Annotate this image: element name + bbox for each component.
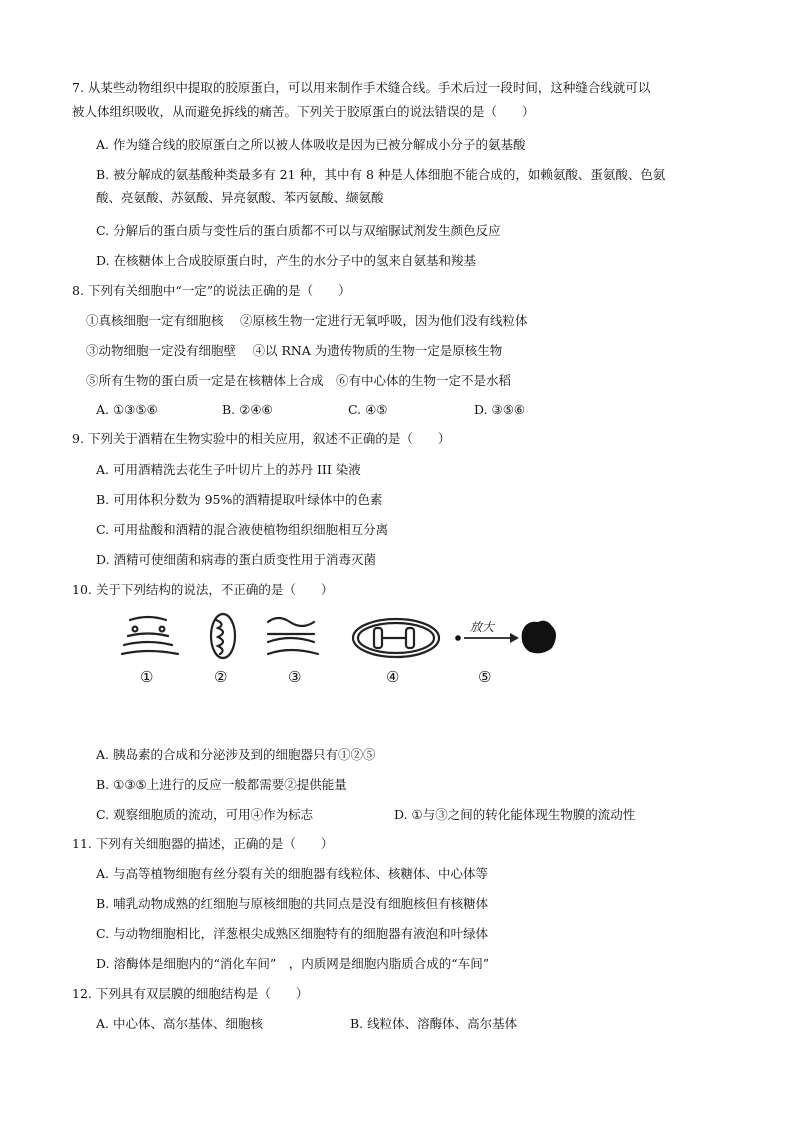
q11-stem: 11. 下列有关细胞器的描述，正确的是（ ）: [72, 836, 334, 851]
q10-option-c: C. 观察细胞质的流动，可用④作为标志: [96, 807, 314, 822]
q9-option-a: A. 可用酒精洗去花生子叶切片上的苏丹 III 染液: [96, 462, 361, 477]
fig-label-5: ⑤: [478, 668, 492, 686]
golgi-apparatus-drawing: [122, 617, 178, 654]
q10-stem: 10. 关于下列结构的说法，不正确的是（ ）: [72, 582, 334, 597]
q7-option-a: A. 作为缝合线的胶原蛋白之所以被人体吸收是因为已被分解成小分子的氨基酸: [96, 137, 526, 152]
q9-option-c: C. 可用盐酸和酒精的混合液使植物组织细胞相互分离: [96, 522, 389, 537]
zoom-label: 放大: [470, 620, 495, 634]
q7-option-b-line2: 酸、亮氨酸、苏氨酸、异亮氨酸、苯丙氨酸、缬氨酸: [96, 190, 384, 205]
q10-option-a: A. 胰岛素的合成和分泌涉及到的细胞器只有①②⑤: [96, 747, 376, 762]
q9-stem: 9. 下列关于酒精在生物实验中的相关应用，叙述不正确的是（ ）: [72, 431, 451, 446]
chloroplast-drawing: [353, 619, 439, 657]
q8-statement-1: ①真核细胞一定有细胞核 ②原核生物一定进行无氧呼吸，因为他们没有线粒体: [86, 313, 528, 328]
q7-option-c: C. 分解后的蛋白质与变性后的蛋白质都不可以与双缩脲试剂发生颜色反应: [96, 223, 501, 238]
q11-option-d: D. 溶酶体是细胞内的“消化车间” ，内质网是细胞内脂质合成的“车间”: [96, 956, 490, 971]
fig-label-1: ①: [140, 668, 154, 686]
q8-option-a: A. ①③⑤⑥: [96, 402, 158, 417]
q12-stem: 12. 下列具有双层膜的细胞结构是（ ）: [72, 986, 309, 1001]
q11-option-a: A. 与高等植物细胞有丝分裂有关的细胞器有线粒体、核糖体、中心体等: [96, 866, 488, 881]
q12-option-b: B. 线粒体、溶酶体、高尔基体: [350, 1016, 518, 1031]
q11-option-c: C. 与动物细胞相比，洋葱根尖成熟区细胞特有的细胞器有液泡和叶绿体: [96, 926, 489, 941]
q10-option-b: B. ①③⑤上进行的反应一般都需要②提供能量: [96, 777, 347, 792]
q9-option-b: B. 可用体积分数为 95%的酒精提取叶绿体中的色素: [96, 492, 383, 507]
ribosome-drawing: [455, 620, 556, 653]
fig-label-4: ④: [386, 668, 400, 686]
fig-label-2: ②: [214, 668, 228, 686]
q7-stem-line1: 7. 从某些动物组织中提取的胶原蛋白，可以用来制作手术缝合线。手术后过一段时间，这种缝合线就可以: [72, 80, 651, 95]
q8-option-b: B. ②④⑥: [222, 402, 273, 417]
fig-label-3: ③: [288, 668, 302, 686]
q8-option-c: C. ④⑤: [348, 402, 388, 417]
q12-option-a: A. 中心体、高尔基体、细胞核: [96, 1016, 263, 1031]
q8-stem: 8. 下列有关细胞中“一定”的说法正确的是（ ）: [72, 283, 351, 298]
q8-option-d: D. ③⑤⑥: [474, 402, 526, 417]
q11-option-b: B. 哺乳动物成熟的红细胞与原核细胞的共同点是没有细胞核但有核糖体: [96, 896, 489, 911]
q9-option-d: D. 酒精可使细菌和病毒的蛋白质变性用于消毒灭菌: [96, 552, 377, 567]
q8-statement-3: ⑤所有生物的蛋白质一定是在核糖体上合成 ⑥有中心体的生物一定不是水稻: [86, 373, 512, 388]
organelle-figure: [118, 610, 558, 693]
q7-stem-line2: 被人体组织吸收，从而避免拆线的痛苦。下列关于胶原蛋白的说法错误的是（ ）: [72, 104, 535, 119]
mitochondrion-drawing: [211, 614, 235, 658]
endoplasmic-reticulum-drawing: [268, 618, 318, 654]
q10-option-d: D. ①与③之间的转化能体现生物膜的流动性: [394, 807, 636, 822]
q7-option-d: D. 在核糖体上合成胶原蛋白时，产生的水分子中的氢来自氨基和羧基: [96, 253, 477, 268]
q7-option-b-line1: B. 被分解成的氨基酸种类最多有 21 种，其中有 8 种是人体细胞不能合成的，如赖氨酸、蛋氨酸、色氨: [96, 167, 666, 182]
q8-statement-2: ③动物细胞一定没有细胞壁 ④以 RNA 为遗传物质的生物一定是原核生物: [86, 343, 503, 358]
